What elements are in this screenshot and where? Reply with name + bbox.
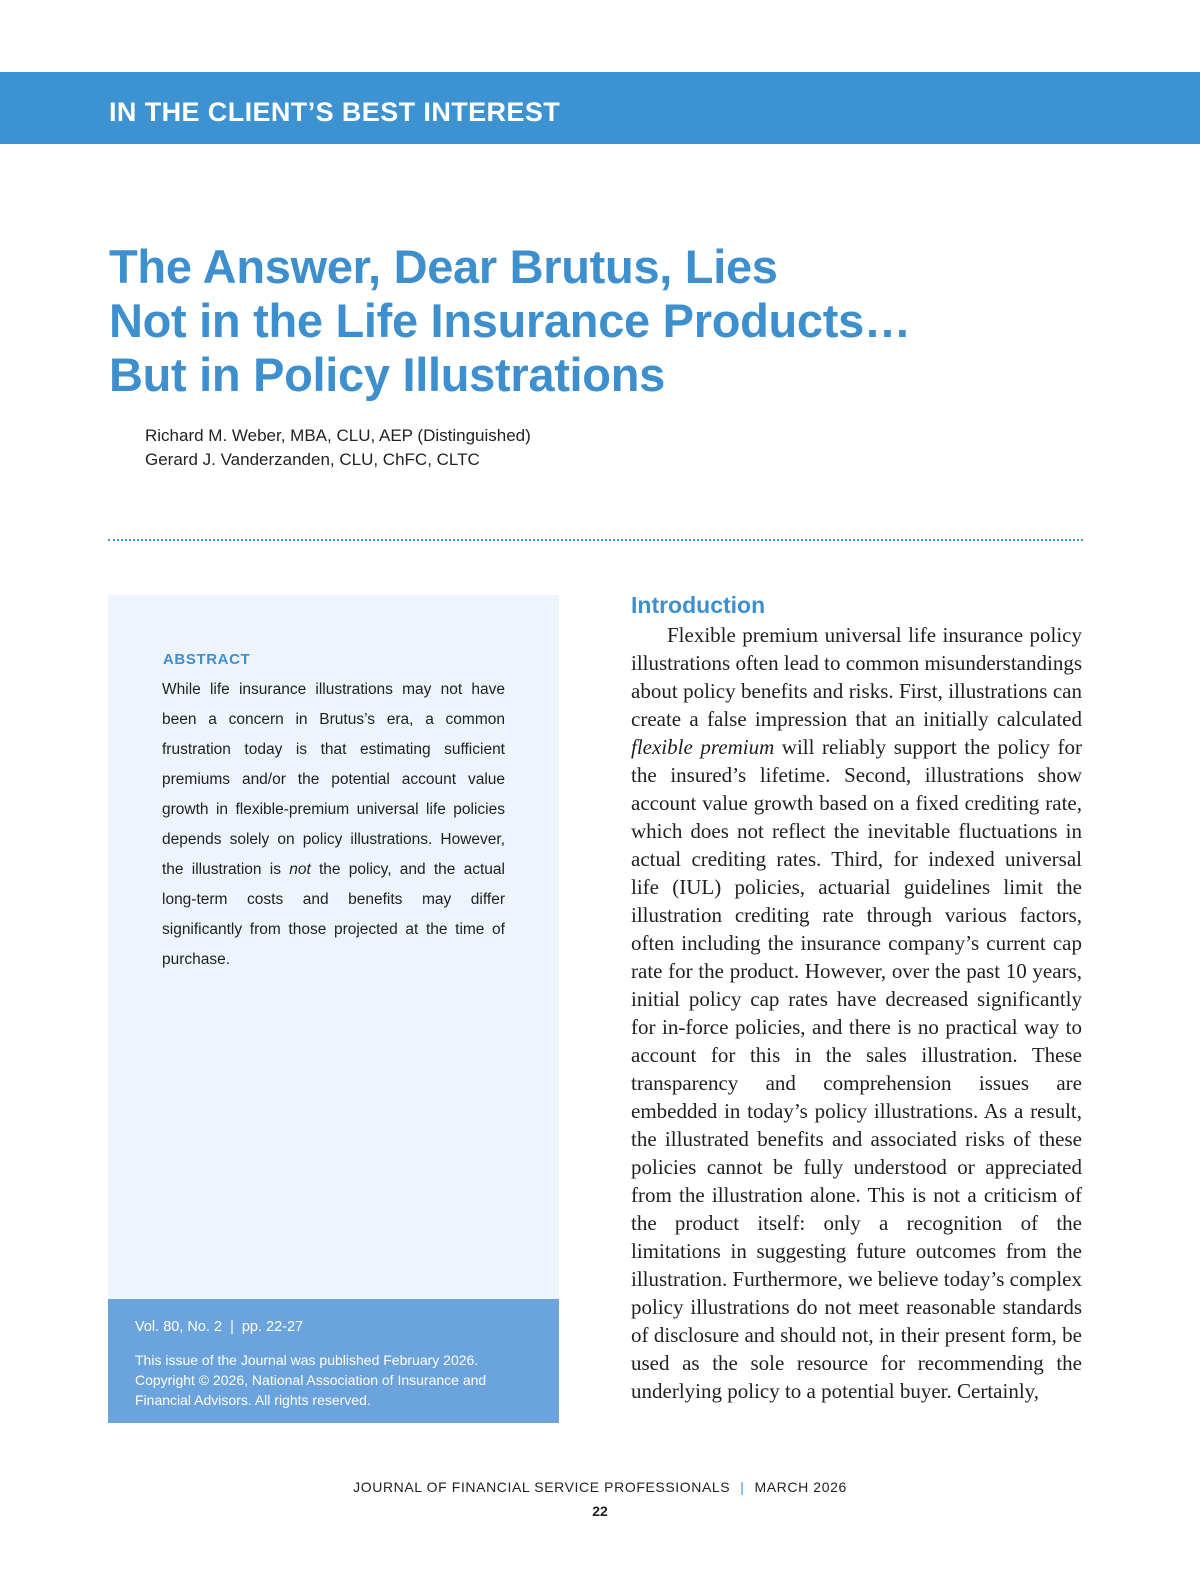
title-line: The Answer, Dear Brutus, Lies [109,240,778,293]
article-title [109,240,1009,402]
volume-separator: | [230,1319,234,1335]
page-range: pp. 22-27 [241,1319,304,1335]
title-line: Not in the Life Insurance Products… [109,294,911,347]
issue-date: MARCH 2026 [754,1479,847,1495]
introduction-body [631,621,1082,1405]
footer-journal-line [0,1479,1200,1495]
introduction-emphasis: flexible premium [631,735,775,759]
publication-note: This issue of the Journal was published February 2026. Copyright © 2026, National Association of Insurance and Financial Advisors. All rights reserved. [135,1352,487,1408]
author-list [145,424,531,472]
introduction-text-part: will reliably support the policy for the insured’s lifetime. Second, illustrations show account value growth based on a fixed crediting rate, which does not reflect the inevitable fluctuations in actual crediting rates. Third, for indexed universal life (IUL) policies, actuarial guidelines limit the illustration crediting rate through various factors, often including the insurance company’s current cap rate for the product. However, over the past 10 years, initial policy cap rates have decreased significantly for in-force policies, and there is no practical way to account for this in the sales illustration. These transparency and comprehension issues are embedded in today’s policy illustrations. As a result, the illustrated benefits and associated risks of these policies cannot be fully understood or appreciated from the illustration alone. This is not a criticism of the product itself: only a recognition of the limitations in suggesting future outcomes from the illustration. Furthermore, we believe today’s complex policy illustrations do not meet reasonable standards of disclosure and should not, in their present form, be used as the sole resource for recommending the underlying policy to a potential buyer. Certainly, [631,735,1082,1403]
abstract-emphasis: not [289,861,311,878]
introduction-text-part: Flexible premium universal life insurance policy illustrations often lead to common misunderstandings about policy benefits and risks. First, illustrations can create a false impression that an initially calculated [631,623,1082,731]
author-name: Richard M. Weber, MBA, CLU, AEP (Distinguished) [145,426,531,445]
journal-name: JOURNAL OF FINANCIAL SERVICE PROFESSIONALS [353,1479,731,1495]
title-line: But in Policy Illustrations [109,348,665,401]
section-divider [108,539,1083,541]
introduction-heading: Introduction [631,592,766,618]
volume-line [135,1319,303,1335]
abstract-text [162,675,505,975]
volume-number: Vol. 80, No. 2 [135,1319,223,1335]
section-label: IN THE CLIENT’S BEST INTEREST [109,97,561,127]
abstract-text-part: While life insurance illustrations may not have been a concern in Brutus’s era, a common frustration today is that estimating sufficient premiums and/or the potential account value growth in flexible-premium universal life policies depends solely on policy illustrations. However, the illustration is [162,681,505,878]
page-number: 22 [592,1503,608,1519]
abstract-label: ABSTRACT [163,651,251,668]
abstract-text-part: the policy, and the actual long-term costs and benefits may differ significantly from those projected at the time of purchase. [162,861,505,968]
author-name: Gerard J. Vanderzanden, CLU, ChFC, CLTC [145,450,480,469]
footer-separator: | [740,1479,745,1495]
